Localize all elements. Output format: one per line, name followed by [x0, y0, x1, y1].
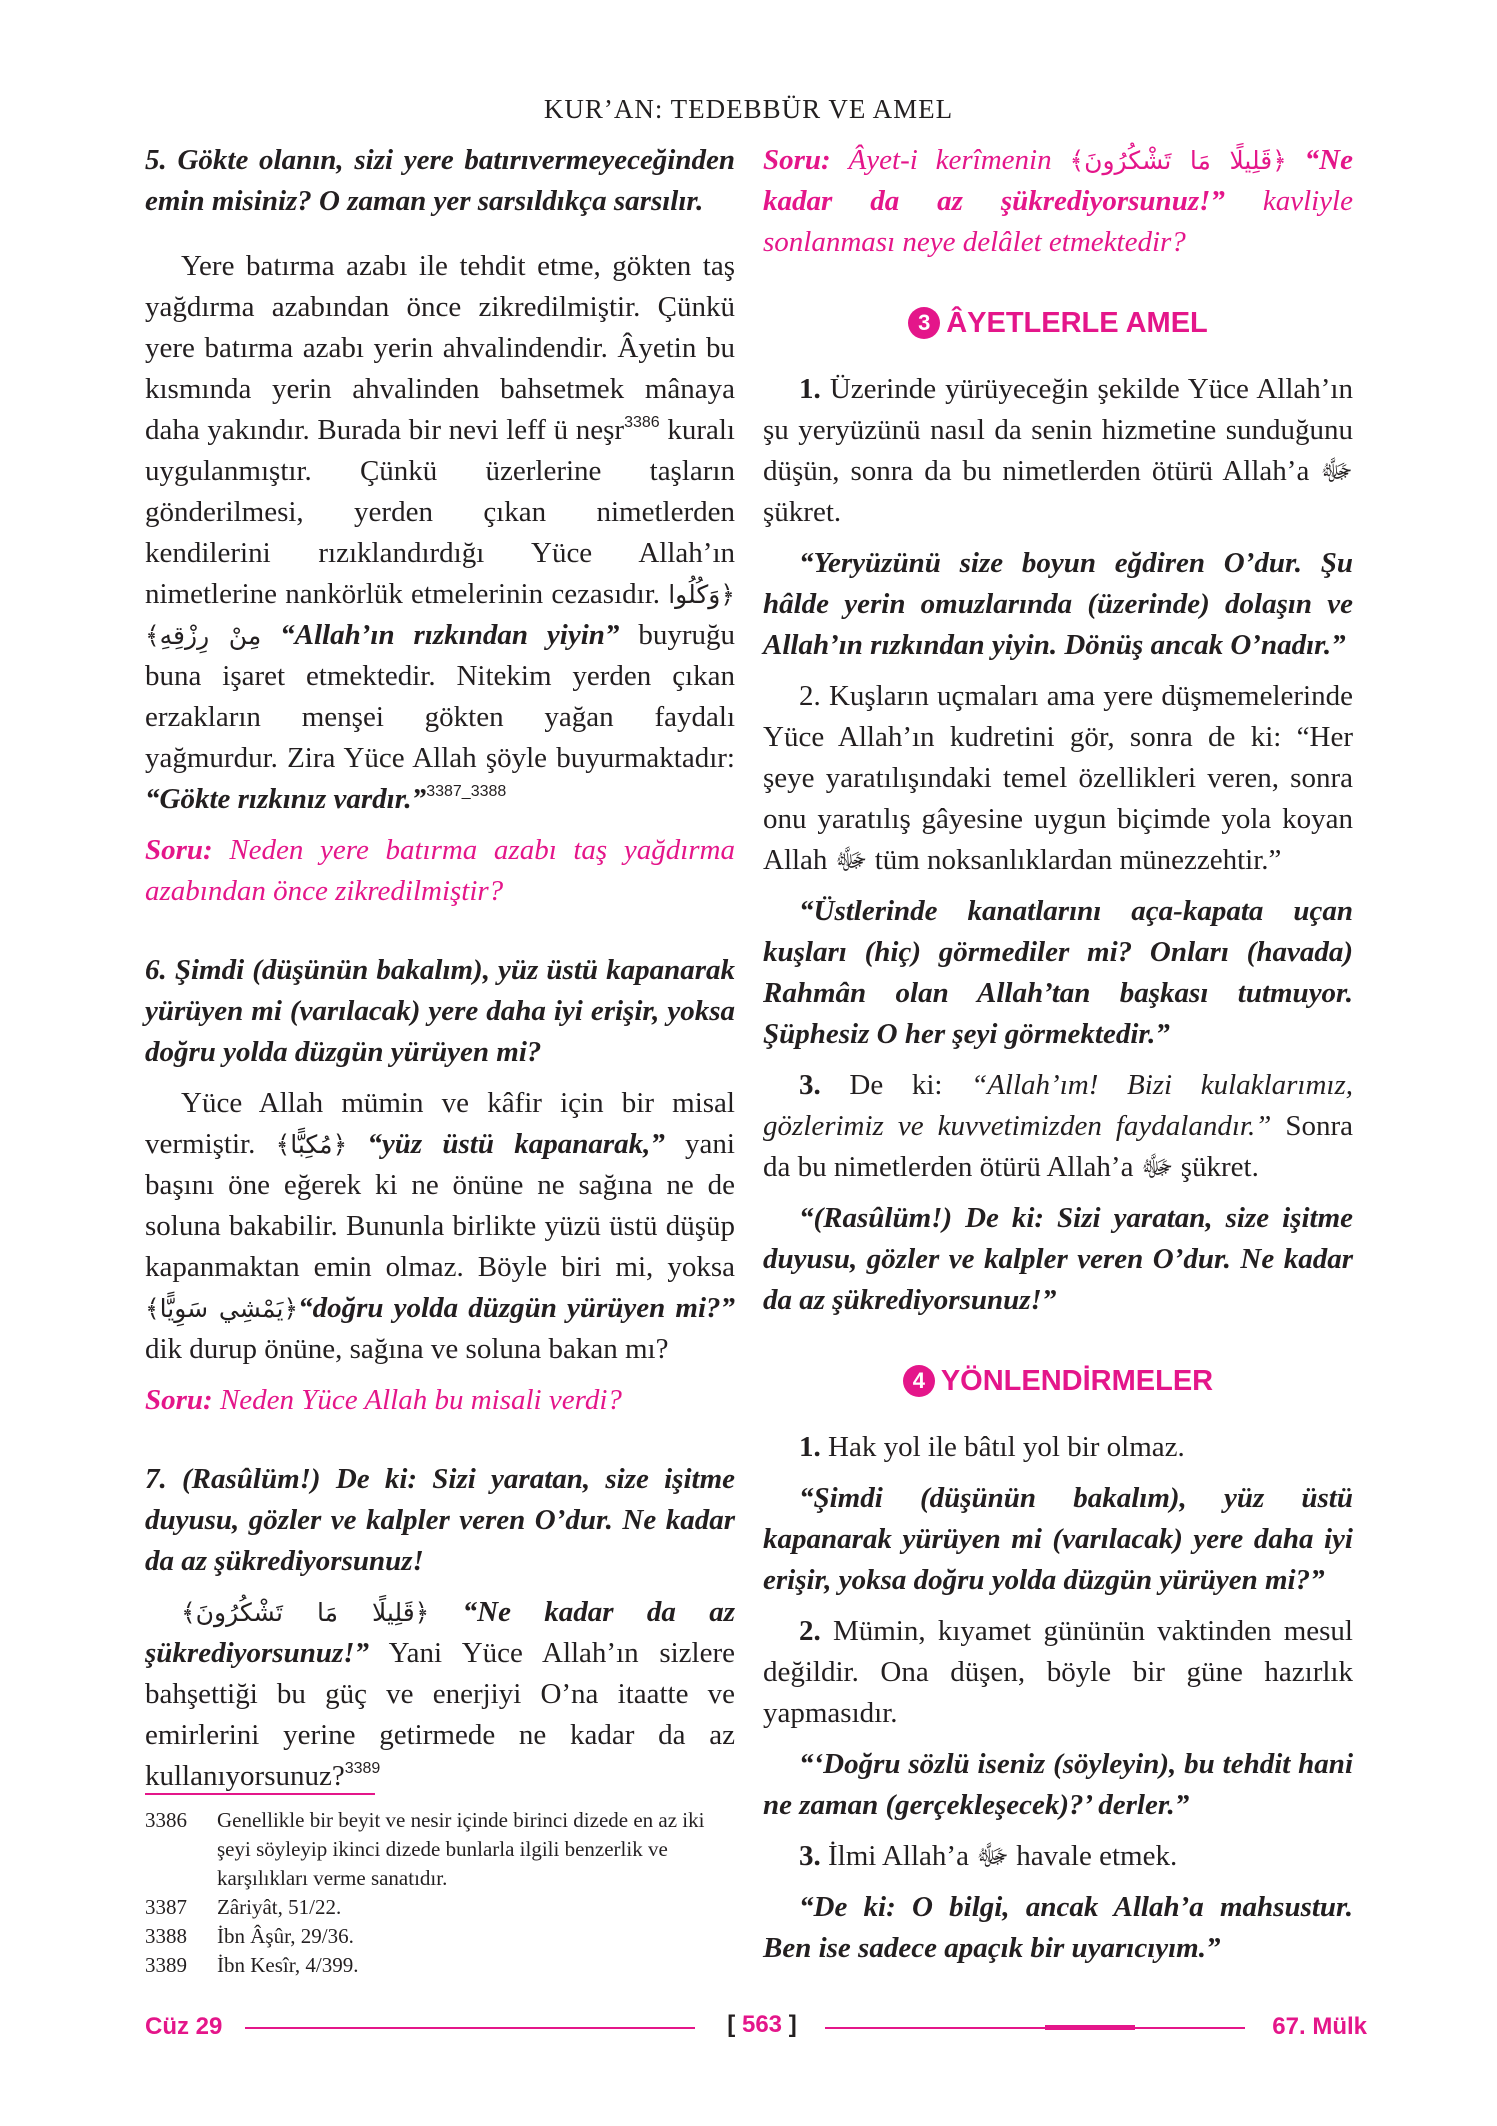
footer-rule: [825, 2027, 1245, 2029]
commentary-paragraph-1: Yere batırma azabı ile tehdit etme, gökten taş yağdırma azabından önce zikredilmiştir. Çünkü yere batırma azabı yerin ahvalindendir. Âyetin bu kısmında yerin ahvalinden bahsetmek mânaya daha yakındır. Burada bir nevi leff ü neşr$^{3386}$ kuralı uygulanmıştır. Çünkü üzerlerine taşların gönderilmesi, yerden çıkan nimetlerden kendilerini rızıklandırdığı Yüce Allah’ın nimetlerine nankörlük etmelerinin cezasıdır. ﴿وَكُلُوا مِنْ رِزْقِهِ﴾ “Allah’ın rızkından yiyin” buyruğu buna işaret etmektedir. Nitekim yerden çıkan erzakların menşei gökten yağan faydalı yağmurdur. Zira Yüce Allah şöyle buyurmaktadır: “Gökte rızkınız vardır.”$^{3387\_3388}$: [145, 250, 735, 815]
section-number-badge: 4: [903, 1365, 935, 1397]
amel-quote-1: “Yeryüzünü size boyun eğdiren O’dur. Şu hâlde yerin omuzlarında (üzerinde) dolaşın ve Allah’ın rızkından yiyin. Dönüş ancak O’nadır.”: [763, 547, 1353, 661]
amel-item-3: 3. De ki: “Allah’ım! Bizi kulaklarımız, gözlerimiz ve kuvvetimizden faydalandır.” Sonra da bu nimetlerden ötürü Allah’a ﷻ şükret.: [763, 1069, 1353, 1183]
question-3: Soru: Âyet-i kerîmenin ﴿قَلِيلًا مَا تَشْكُرُونَ﴾ “Ne kadar da az şükrediyorsunuz!” kavliyle sonlanması neye delâlet etmektedir?: [763, 144, 1353, 258]
commentary-paragraph-3: ﴿قَلِيلًا مَا تَشْكُرُونَ﴾ “Ne kadar da az şükrediyorsunuz!” Yani Yüce Allah’ın sizlere bahşettiği bu güç ve enerjiyi O’na itaatte ve emirlerini yerine getirmede ne kadar da az kullanıyorsunuz?$^{3389}$: [145, 1596, 735, 1792]
arabic-phrase: ﴿قَلِيلًا مَا تَشْكُرُونَ﴾: [1069, 146, 1287, 175]
arabic-phrase: ﴿مُكِبًّا﴾: [275, 1130, 348, 1159]
running-header: KUR’AN: TEDEBBÜR VE AMEL: [543, 94, 954, 124]
question-2: Soru: Neden Yüce Allah bu misali verdi?: [145, 1384, 622, 1416]
question-1: Soru: Neden yere batırma azabı taş yağdırma azabından önce zikredilmiştir?: [145, 834, 735, 907]
guidance-item-2: 2. Mümin, kıyamet gününün vaktinden mesul değildir. Ona düşen, böyle bir güne hazırlık yapmasıdır.: [763, 1615, 1353, 1729]
left-column: [145, 140, 735, 1797]
section-number-badge: 3: [908, 307, 940, 339]
guidance-item-3: 3. İlmi Allah’a ﷻ havale etmek.: [799, 1840, 1178, 1872]
right-column: [763, 140, 1353, 1969]
footnotes: [145, 1806, 735, 1980]
section-title: YÖNLENDİRMELER: [940, 1365, 1214, 1397]
section-title: ÂYETLERLE AMEL: [946, 307, 1208, 339]
page-number: [ 563 ]: [727, 2011, 797, 2038]
commentary-paragraph-2: Yüce Allah mümin ve kâfir için bir misal vermiştir. ﴿مُكِبًّا﴾ “yüz üstü kapanarak,” yani başını öne eğerek ki ne önüne ne sağına ne de soluna bakabilir. Bununla birlikte yüzü üstü düşüp kapanmaktan emin olmaz. Böyle biri mi, yoksa ﴿يَمْشِي سَوِيًّا﴾“doğru yolda düzgün yürüyen mi?” dik durup önüne, sağına ve soluna bakan mı?: [145, 1087, 735, 1365]
amel-quote-2: “Üstlerinde kanatlarını açа-kapata uçan kuşları (hiç) görmediler mi? Onları (havada) Rahmân olan Allah’tan başkası tutmuyor. Şüphesiz O her şeyi görmektedir.”: [763, 895, 1353, 1050]
page-footer: [145, 2010, 1367, 2044]
footnote-ref-3387[interactable]: 3387: [426, 783, 462, 800]
section-heading-amel: [763, 301, 1353, 345]
arabic-phrase: ﴿قَلِيلًا مَا تَشْكُرُونَ﴾: [181, 1598, 430, 1627]
arabic-phrase: ﴿وَكُلُوا مِنْ رِزْقِهِ﴾: [145, 580, 735, 650]
amel-quote-3: “(Rasûlüm!) De ki: Sizi yaratan, size işitme duyusu, gözler ve kalpler veren O’dur. Ne kadar da az şükrediyorsunuz!”: [763, 1202, 1353, 1316]
guidance-quote-2: “‘Doğru sözlü iseniz (söyleyin), bu tehdit hani ne zaman (gerçekleşecek)?’ derler.”: [763, 1748, 1353, 1821]
juz-label: Cüz 29: [145, 2013, 223, 2040]
footnote-ref-3388[interactable]: 3388: [470, 783, 507, 800]
amel-item-2: 2. Kuşların uçmaları ama yere düşmemelerinde Yüce Allah’ın kudretini gör, sonra de ki: “Her şeye yaratılışındaki temel özellikleri veren, sonra onu yaratılış gâyesine uygun biçimde yola koyan Allah ﷻ tüm noksanlıklardan münezzehtir.”: [763, 680, 1353, 876]
guidance-quote-1: “Şimdi (düşünün bakalım), yüz üstü kapanarak yürüyen mi (varılacak) yere daha iyi erişir, yoksa doğru yolda düzgün yürüyen mi?”: [763, 1482, 1353, 1596]
footnote-ref-3386[interactable]: 3386: [624, 414, 660, 431]
footer-rule: [245, 2027, 695, 2029]
section-heading-yonlendirmeler: [763, 1359, 1353, 1403]
guidance-item-1: 1. Hak yol ile bâtıl yol bir olmaz.: [799, 1431, 1185, 1463]
arabic-phrase: ﴿يَمْشِي سَوِيًّا﴾: [145, 1294, 299, 1323]
surah-label: 67. Mülk: [1272, 2013, 1367, 2040]
footnote: 3388 İbn Âşûr, 29/36.: [145, 1924, 354, 1948]
footnote-divider: [145, 1793, 375, 1795]
footnote-ref-3389[interactable]: 3389: [344, 1760, 381, 1777]
guidance-quote-3: “De ki: O bilgi, ancak Allah’a mahsustur. Ben ise sadece apaçık bir uyarıcıyım.”: [763, 1891, 1353, 1964]
footnote: 3386 Genellikle bir beyit ve nesir içinde birinci dizede en az iki şeyi söyleyip ikinci dizede bunlarla ilgili benzerlik ve karşılıkları verme sanatıdır.: [145, 1808, 705, 1890]
footer-rule-accent: [1045, 2025, 1135, 2030]
verse-6: 6. Şimdi (düşünün bakalım), yüz üstü kapanarak yürüyen mi (varılacak) yere daha iyi erişir, yoksa doğru yolda düzgün yürüyen mi?: [145, 954, 736, 1068]
amel-item-1: 1. Üzerinde yürüyeceğin şekilde Yüce Allah’ın şu yeryüzünü nasıl da senin hizmetine sunduğunu düşün, sonra da bu nimetlerden ötürü Allah’a ﷻ şükret.: [763, 373, 1353, 528]
verse-5: 5. Gökte olanın, sizi yere batırıvermeyeceğinden emin misiniz? O zaman yer sarsıldıkça sarsılır.: [145, 144, 735, 217]
footnote: 3387 Zâriyât, 51/22.: [145, 1895, 342, 1919]
footnote: 3389 İbn Kesîr, 4/399.: [145, 1953, 359, 1977]
verse-7: 7. (Rasûlüm!) De ki: Sizi yaratan, size işitme duyusu, gözler ve kalpler veren O’dur. Ne kadar da az şükrediyorsunuz!: [145, 1463, 735, 1577]
